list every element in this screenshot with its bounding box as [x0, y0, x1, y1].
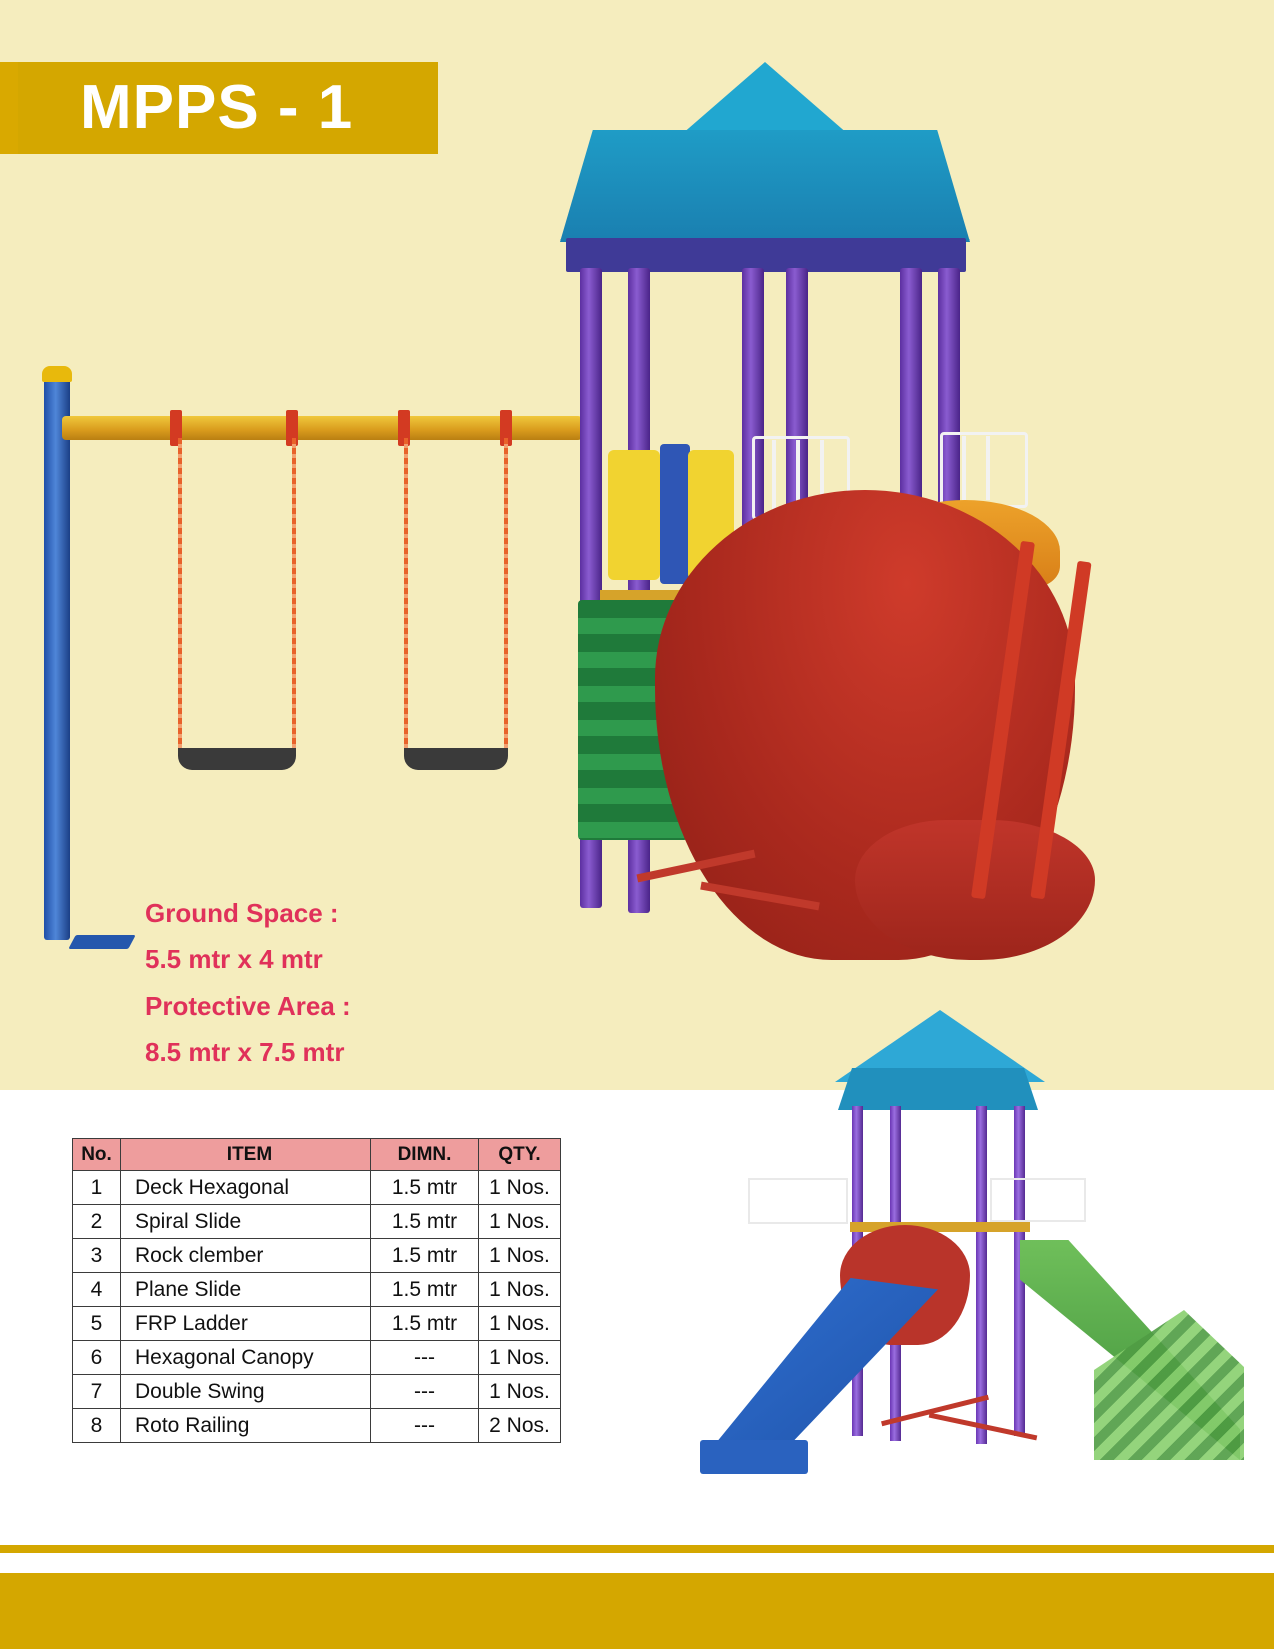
cell-item: Rock clember: [121, 1239, 371, 1273]
roto-panel-icon: [660, 444, 690, 584]
railing-bar-icon: [772, 440, 776, 512]
table-row: [73, 1307, 561, 1341]
product-title-badge: [18, 62, 438, 154]
cell-item: FRP Ladder: [121, 1307, 371, 1341]
cell-dimn: 1.5 mtr: [371, 1205, 479, 1239]
table-row: [73, 1409, 561, 1443]
cell-item: Hexagonal Canopy: [121, 1341, 371, 1375]
roto-railing-icon: [940, 432, 1028, 508]
footer-accent-line: [0, 1545, 1274, 1553]
cell-dimn: ---: [371, 1341, 479, 1375]
swing-seat-icon: [178, 748, 296, 770]
cell-qty: 1 Nos.: [479, 1205, 561, 1239]
swing-chain-icon: [292, 438, 296, 748]
header-dimn: DIMN.: [371, 1139, 479, 1171]
protective-area-value: 8.5 mtr x 7.5 mtr: [145, 1036, 345, 1067]
cell-no: 7: [73, 1375, 121, 1409]
swing-chain-icon: [178, 438, 182, 748]
canopy-lower-icon: [560, 130, 970, 242]
cell-qty: 1 Nos.: [479, 1307, 561, 1341]
table-row: [73, 1273, 561, 1307]
ground-space-label: Ground Space :: [145, 898, 339, 928]
swing-chain-icon: [504, 438, 508, 748]
table-header-row: [73, 1139, 561, 1171]
cell-qty: 1 Nos.: [479, 1239, 561, 1273]
cell-dimn: 1.5 mtr: [371, 1239, 479, 1273]
cell-no: 8: [73, 1409, 121, 1443]
cell-no: 1: [73, 1171, 121, 1205]
cell-item: Plane Slide: [121, 1273, 371, 1307]
cell-dimn: 1.5 mtr: [371, 1273, 479, 1307]
cell-no: 3: [73, 1239, 121, 1273]
mini-railing-icon: [748, 1178, 848, 1224]
cell-no: 6: [73, 1341, 121, 1375]
mini-column-icon: [976, 1106, 987, 1444]
railing-bar-icon: [962, 436, 966, 500]
mini-canopy-lower-icon: [838, 1068, 1038, 1110]
cell-dimn: ---: [371, 1375, 479, 1409]
canopy-band-icon: [566, 238, 966, 272]
header-qty: QTY.: [479, 1139, 561, 1171]
cell-no: 5: [73, 1307, 121, 1341]
mini-slide-foot-icon: [700, 1440, 808, 1474]
swing-chain-icon: [404, 438, 408, 748]
bill-of-materials-table: [72, 1138, 561, 1443]
swing-post-foot-icon: [68, 935, 135, 949]
cell-dimn: 1.5 mtr: [371, 1171, 479, 1205]
mini-railing-icon: [990, 1178, 1086, 1222]
swing-post-icon: [44, 370, 70, 940]
railing-bar-icon: [986, 436, 990, 500]
swing-post-cap-icon: [42, 366, 72, 382]
cell-qty: 1 Nos.: [479, 1171, 561, 1205]
table-row: [73, 1171, 561, 1205]
cell-item: Spiral Slide: [121, 1205, 371, 1239]
ground-space-value: 5.5 mtr x 4 mtr: [145, 944, 323, 975]
table-row: [73, 1205, 561, 1239]
cell-dimn: ---: [371, 1409, 479, 1443]
cell-qty: 1 Nos.: [479, 1341, 561, 1375]
cell-item: Double Swing: [121, 1375, 371, 1409]
footer-bar: [0, 1573, 1274, 1649]
protective-area-label: Protective Area :: [145, 990, 351, 1021]
cell-qty: 1 Nos.: [479, 1375, 561, 1409]
title-bar-edge: [0, 62, 18, 154]
specification-block: [145, 890, 565, 1075]
cell-item: Roto Railing: [121, 1409, 371, 1443]
header-item: ITEM: [121, 1139, 371, 1171]
table-row: [73, 1341, 561, 1375]
page-title: MPPS - 1: [80, 73, 354, 142]
secondary-product-illustration: [690, 1010, 1250, 1500]
cell-qty: 1 Nos.: [479, 1273, 561, 1307]
roto-panel-icon: [608, 450, 660, 580]
cell-dimn: 1.5 mtr: [371, 1307, 479, 1341]
cell-qty: 2 Nos.: [479, 1409, 561, 1443]
swing-seat-icon: [404, 748, 508, 770]
cell-no: 2: [73, 1205, 121, 1239]
cell-item: Deck Hexagonal: [121, 1171, 371, 1205]
header-no: No.: [73, 1139, 121, 1171]
table-row: [73, 1375, 561, 1409]
cell-no: 4: [73, 1273, 121, 1307]
table-row: [73, 1239, 561, 1273]
